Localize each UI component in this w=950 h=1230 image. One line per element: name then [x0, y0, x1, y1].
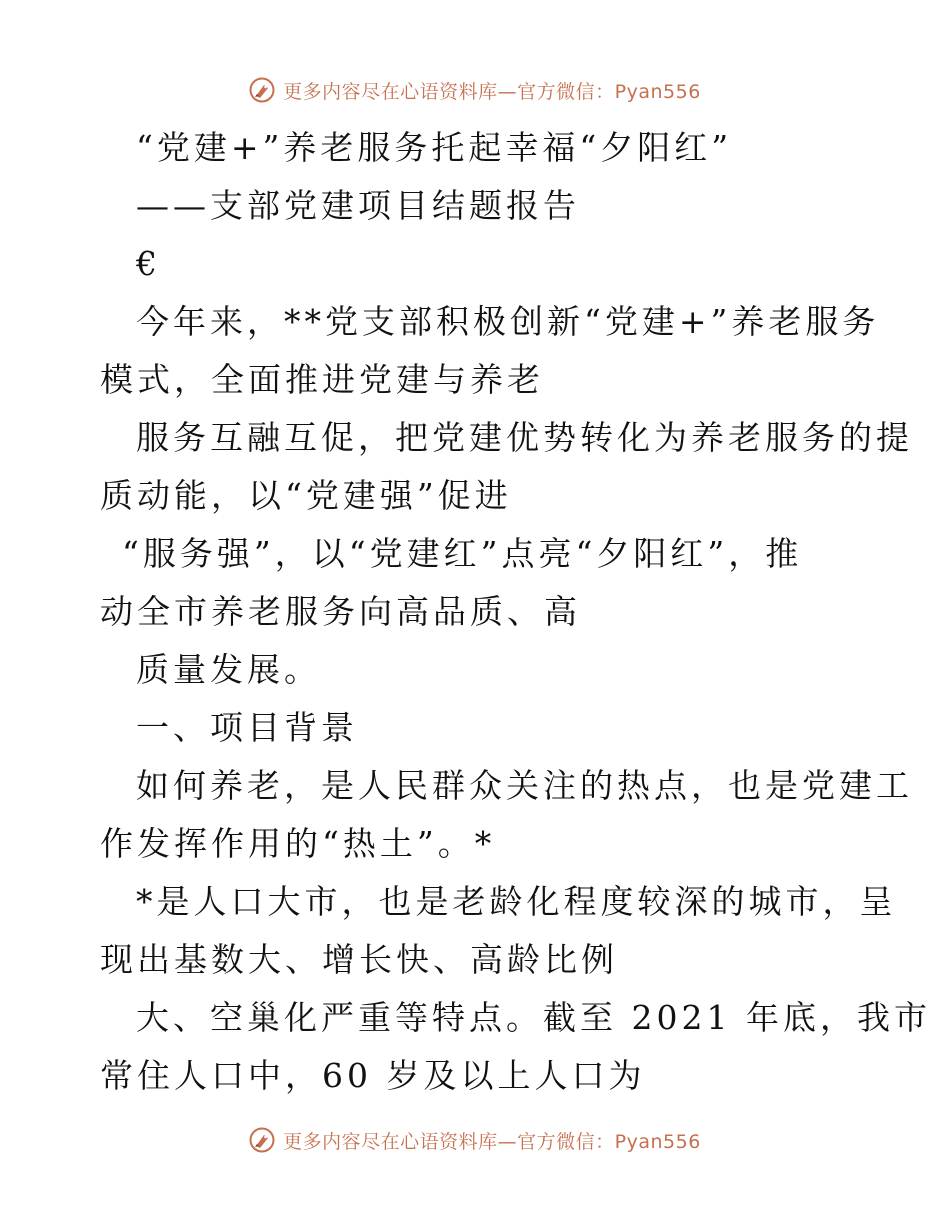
paragraph-line: *是人口大市，也是老龄化程度较深的城市，呈: [136, 882, 897, 921]
pen-nib-seal-icon: [249, 1127, 275, 1153]
document-subtitle: ——支部党建项目结题报告: [136, 186, 580, 225]
paragraph-line: “服务强”，以“党建红”点亮“夕阳红”，推: [122, 534, 803, 573]
paragraph-line: 作发挥作用的“热土”。*: [100, 824, 496, 863]
pen-nib-seal-icon: [249, 77, 275, 103]
paragraph-line: 现出基数大、增长快、高龄比例: [100, 940, 618, 979]
watermark-text: 更多内容尽在心语资料库—官方微信：Pyan556: [283, 80, 701, 103]
section-heading: 一、项目背景: [136, 708, 358, 747]
paragraph-line: 今年来，**党支部积极创新“党建+”养老服务: [136, 302, 880, 341]
document-title: “党建+”养老服务托起幸福“夕阳红”: [136, 128, 733, 167]
footer-watermark: [0, 1122, 950, 1158]
header-watermark: [0, 72, 950, 108]
paragraph-line: 如何养老，是人民群众关注的热点，也是党建工: [136, 766, 913, 805]
paragraph-line: 质量发展。: [136, 650, 321, 689]
euro-symbol-line: €: [136, 244, 161, 283]
paragraph-line: 常住人口中，60 岁及以上人口为: [100, 1056, 646, 1095]
watermark-text: 更多内容尽在心语资料库—官方微信：Pyan556: [283, 1130, 701, 1153]
paragraph-line: 动全市养老服务向高品质、高: [100, 592, 581, 631]
paragraph-line: 质动能，以“党建强”促进: [100, 476, 512, 515]
paragraph-line: 服务互融互促，把党建优势转化为养老服务的提: [136, 418, 913, 457]
paragraph-line: 模式，全面推进党建与养老: [100, 360, 544, 399]
paragraph-line: 大、空巢化严重等特点。截至 2021 年底，我市: [136, 998, 931, 1037]
